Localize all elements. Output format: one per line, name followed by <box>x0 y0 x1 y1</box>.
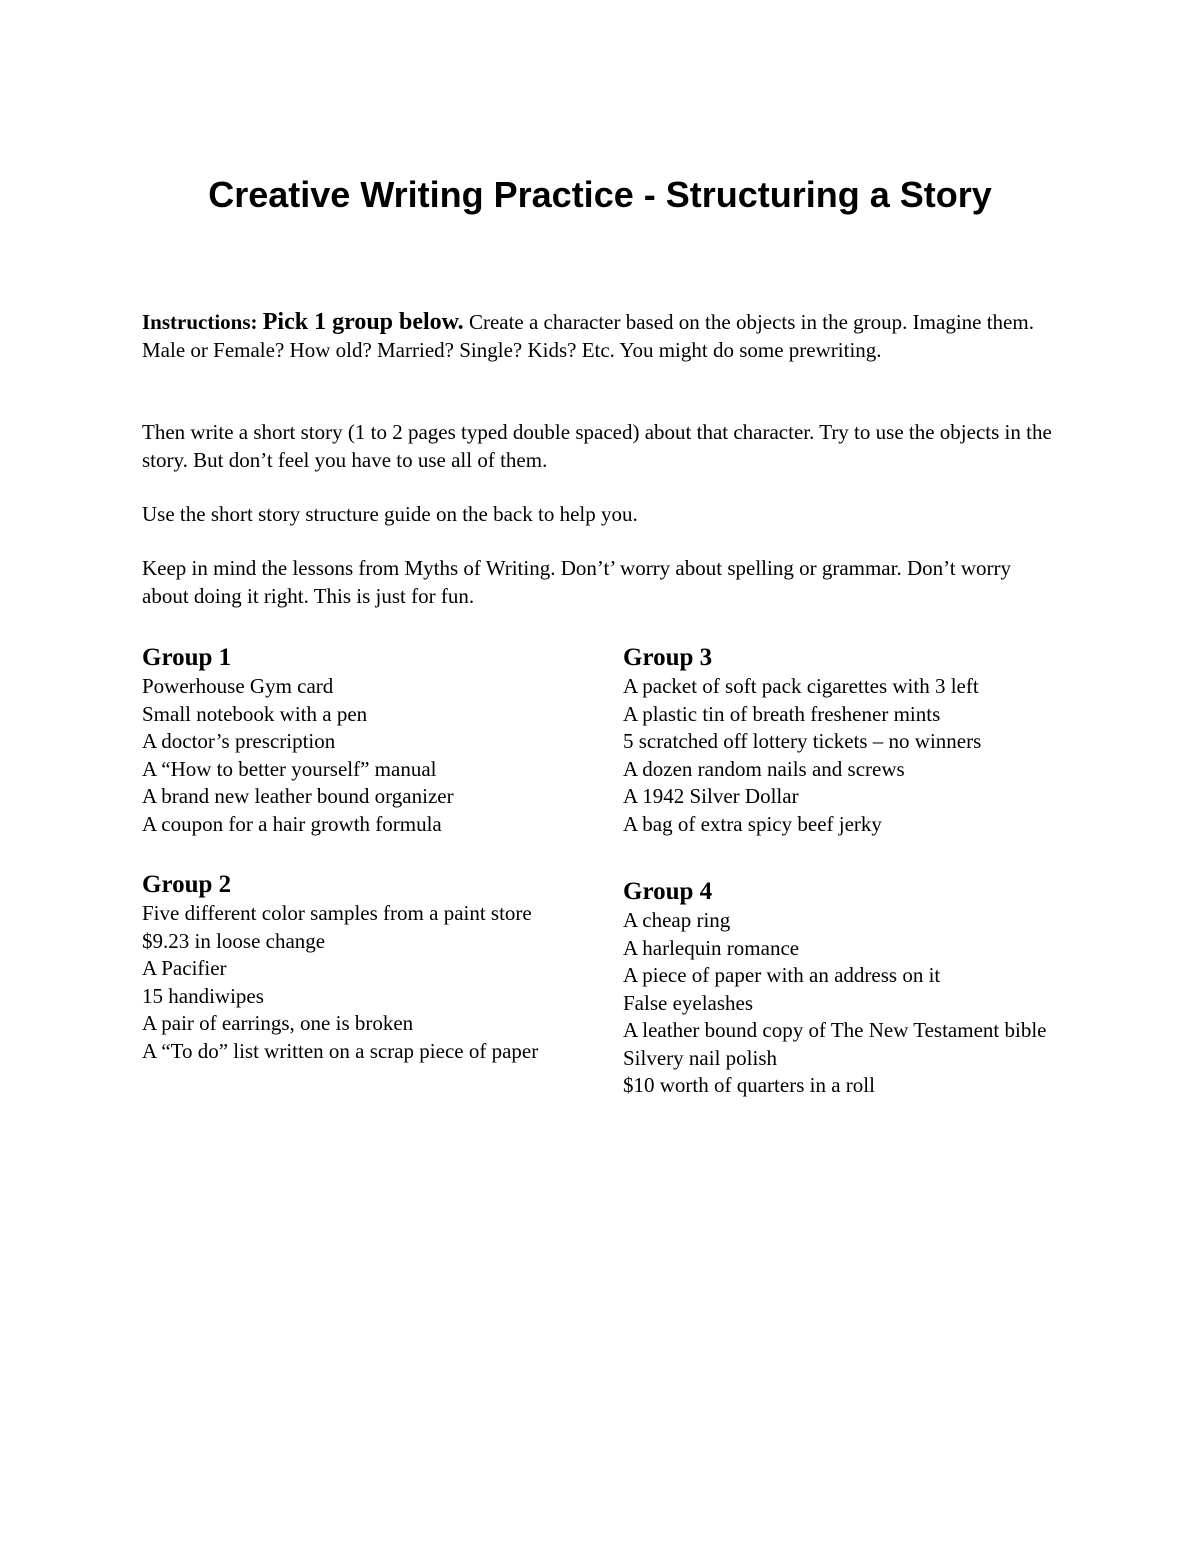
list-item: A doctor’s prescription <box>142 729 336 753</box>
list-item: A “To do” list written on a scrap piece of paper <box>142 1038 539 1063</box>
page-title: Creative Writing Practice - Structuring a Story <box>208 174 992 215</box>
group-3 <box>623 643 1073 838</box>
list-item: A pair of earrings, one is broken <box>142 1011 414 1035</box>
list-item: A piece of paper with an address on it <box>623 963 941 987</box>
group-item-list <box>623 673 1073 838</box>
list-item: Small notebook with a pen <box>142 701 368 726</box>
list-item: A bag of extra spicy beef jerky <box>623 811 882 836</box>
list-item: 15 handiwipes <box>142 983 264 1008</box>
instructions-text: Create a character based on the objects in the group. Imagine them. Male or Female? How old? Married? Single? Kids? Etc. You might do some prewriting. <box>142 310 1034 362</box>
group-item-list <box>142 673 592 838</box>
group-1 <box>142 643 592 838</box>
list-item: A coupon for a hair growth formula <box>142 811 442 836</box>
instructions-paragraph <box>142 308 1062 364</box>
group-4 <box>623 877 1063 1100</box>
instructions-emphasis: Pick 1 group below. <box>262 309 464 335</box>
group-heading: Group 4 <box>623 878 713 905</box>
paragraph-structure-guide: Use the short story structure guide on the back to help you. <box>142 502 638 526</box>
list-item: Silvery nail polish <box>623 1045 777 1070</box>
paragraph-story-task: Then write a short story (1 to 2 pages typed double spaced) about that character. Try to use the objects in the story. But don’t feel you have to use all of them. <box>142 420 1052 472</box>
list-item: False eyelashes <box>623 990 754 1015</box>
list-item: A plastic tin of breath freshener mints <box>623 701 941 726</box>
list-item: A packet of soft pack cigarettes with 3 left <box>623 674 979 698</box>
list-item: A “How to better yourself” manual <box>142 756 437 781</box>
group-heading: Group 3 <box>623 644 713 671</box>
group-heading: Group 1 <box>142 644 232 671</box>
group-heading: Group 2 <box>142 871 232 898</box>
list-item: A Pacifier <box>142 956 227 980</box>
instructions-label: Instructions: <box>142 310 258 334</box>
list-item: A harlequin romance <box>623 935 800 960</box>
list-item: A leather bound copy of The New Testament bible <box>623 1018 1047 1042</box>
paragraph-myths-reminder: Keep in mind the lessons from Myths of Writing. Don’t’ worry about spelling or grammar. Don’t worry about doing it right. This is just for fun. <box>142 556 1011 608</box>
list-item: Powerhouse Gym card <box>142 674 334 698</box>
list-item: Five different color samples from a paint store <box>142 901 532 925</box>
group-item-list <box>142 900 552 1065</box>
list-item: A brand new leather bound organizer <box>142 784 454 808</box>
list-item: A dozen random nails and screws <box>623 756 905 781</box>
list-item: 5 scratched off lottery tickets – no winners <box>623 729 982 753</box>
group-2 <box>142 870 552 1065</box>
list-item: $9.23 in loose change <box>142 928 326 953</box>
list-item: $10 worth of quarters in a roll <box>623 1073 875 1097</box>
list-item: A cheap ring <box>623 908 731 932</box>
group-item-list <box>623 907 1063 1100</box>
list-item: A 1942 Silver Dollar <box>623 784 799 808</box>
